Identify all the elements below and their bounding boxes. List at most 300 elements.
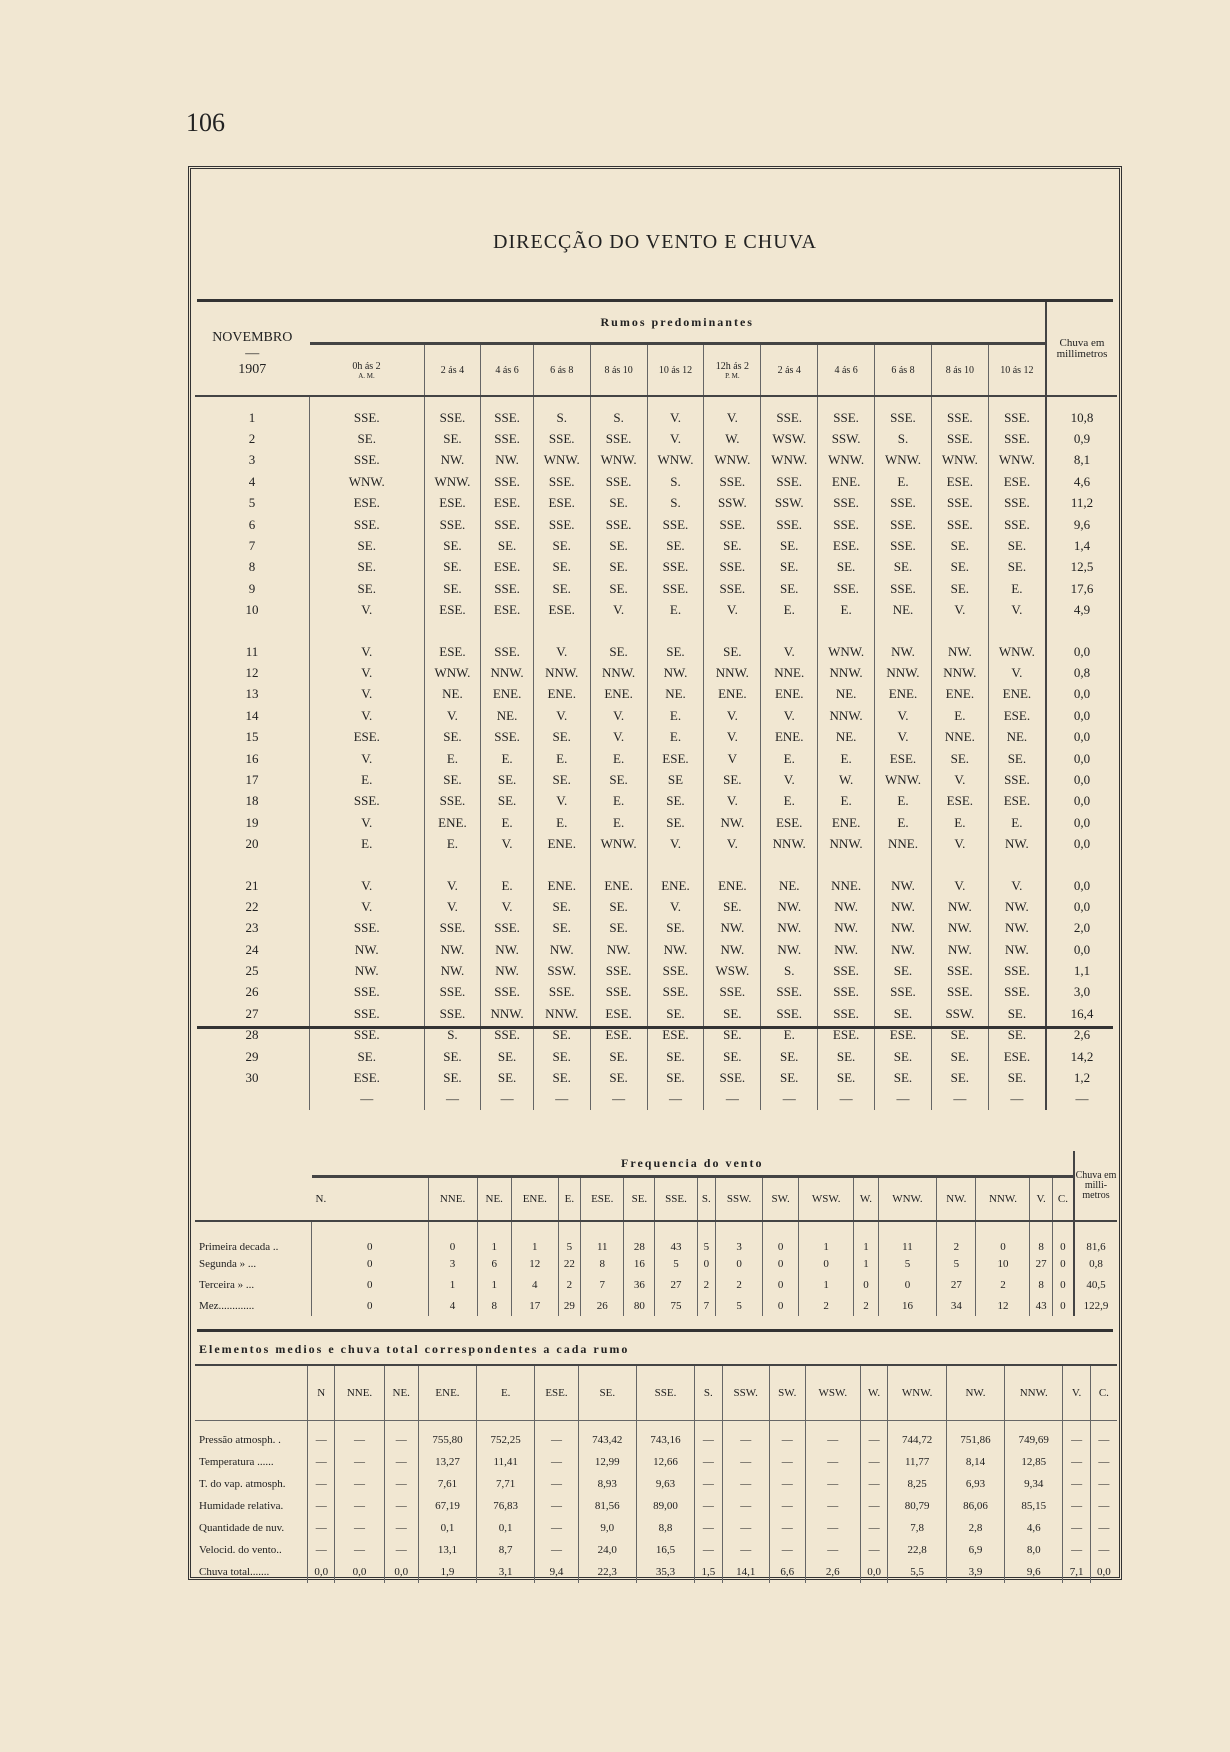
direction-cell: SSW. — [704, 493, 761, 514]
day-cell: 5 — [248, 495, 256, 511]
hour-column-sub: A. M. — [358, 371, 375, 380]
direction-cell: ESE. — [590, 1025, 647, 1046]
direction-cell: SSE. — [875, 578, 932, 599]
direction-cell: SE. — [704, 896, 761, 917]
direction-cell: V. — [533, 705, 590, 726]
hour-column-label: 6 ás 8 — [550, 364, 574, 376]
freq-value-cell: 2 — [716, 1274, 763, 1295]
elem-value-cell: — — [335, 1421, 384, 1452]
direction-cell: NW. — [931, 939, 988, 960]
direction-cell: E. — [818, 791, 875, 812]
freq-value-cell: 1 — [428, 1274, 477, 1295]
hour-column-header — [481, 344, 533, 397]
direction-cell: V. — [704, 600, 761, 621]
direction-cell: WNW. — [533, 450, 590, 471]
freq-value-cell: 10 — [976, 1253, 1030, 1274]
direction-cell: NW. — [481, 450, 533, 471]
dash-cell: — — [875, 1089, 932, 1110]
direction-cell: SE. — [988, 557, 1046, 578]
hour-column-header — [761, 344, 818, 397]
day-cell: 8 — [248, 559, 256, 575]
direction-cell: E. — [761, 1025, 818, 1046]
rain-cell: 8,1 — [1046, 450, 1117, 471]
direction-cell: SSE. — [310, 450, 425, 471]
elem-value-cell: — — [769, 1473, 805, 1495]
direction-cell: SE. — [310, 557, 425, 578]
direction-cell: SE. — [424, 1067, 481, 1088]
rain-cell: 0,0 — [1046, 684, 1117, 705]
direction-cell: ENE. — [590, 684, 647, 705]
dash-cell: — — [647, 1089, 704, 1110]
direction-cell: SE. — [533, 1067, 590, 1088]
elem-value-cell: 7,71 — [477, 1473, 535, 1495]
direction-cell: SE. — [424, 726, 481, 747]
elem-value-cell: 751,86 — [946, 1421, 1004, 1452]
freq-value-cell: 5 — [655, 1253, 697, 1274]
freq-value-cell: 6 — [477, 1253, 511, 1274]
elem-value-cell: 0,1 — [418, 1517, 476, 1539]
elem-row-label: Quantidade de nuv. — [199, 1522, 285, 1534]
direction-cell: SE. — [590, 1067, 647, 1088]
direction-cell: ENE. — [704, 875, 761, 896]
elem-value-cell: 8,93 — [578, 1473, 636, 1495]
direction-cell: WNW. — [931, 450, 988, 471]
direction-cell: SSE. — [424, 396, 481, 428]
elem-value-cell: 1,9 — [418, 1561, 476, 1583]
freq-value-cell: 0 — [854, 1274, 878, 1295]
direction-cell: ESE. — [481, 600, 533, 621]
freq-value-cell: 2 — [799, 1295, 854, 1316]
elem-value-cell: — — [805, 1473, 860, 1495]
direction-cell: E. — [818, 748, 875, 769]
rain-cell: 2,0 — [1046, 918, 1117, 939]
direction-cell: SE. — [704, 1025, 761, 1046]
direction-cell: SSE. — [761, 396, 818, 428]
hour-column-header — [533, 344, 590, 397]
direction-cell: SSE. — [818, 960, 875, 981]
elem-value-cell: 8,25 — [888, 1473, 947, 1495]
elem-value-cell: — — [769, 1451, 805, 1473]
elem-value-cell: — — [805, 1421, 860, 1452]
table-row — [195, 428, 1117, 449]
direction-cell: NW. — [875, 875, 932, 896]
freq-value-cell: 4 — [428, 1295, 477, 1316]
freq-value-cell: 0 — [312, 1221, 429, 1253]
elem-value-cell: — — [335, 1517, 384, 1539]
direction-cell: E. — [931, 812, 988, 833]
elem-value-cell: 35,3 — [636, 1561, 694, 1583]
direction-cell: ESE. — [931, 791, 988, 812]
direction-cell: E. — [310, 769, 425, 790]
day-cell: 20 — [245, 836, 259, 852]
elem-value-cell: — — [384, 1495, 418, 1517]
direction-cell: SSE. — [875, 493, 932, 514]
direction-cell: SE. — [590, 1046, 647, 1067]
direction-cell: ESE. — [818, 1025, 875, 1046]
table-row — [195, 396, 1117, 428]
elem-column-header: C. — [1090, 1365, 1117, 1421]
elem-value-cell: — — [695, 1539, 722, 1561]
freq-value-cell: 0 — [878, 1274, 937, 1295]
freq-column-header: WNW. — [878, 1177, 937, 1222]
elem-value-cell: 8,14 — [946, 1451, 1004, 1473]
direction-cell: V. — [704, 833, 761, 854]
direction-cell: E. — [590, 748, 647, 769]
direction-cell: SE. — [310, 535, 425, 556]
elem-value-cell: — — [1090, 1495, 1117, 1517]
direction-cell: NW. — [931, 641, 988, 662]
direction-cell: E. — [533, 748, 590, 769]
elem-column-header: V. — [1063, 1365, 1090, 1421]
day-cell: 16 — [245, 750, 259, 766]
direction-cell: SSE. — [875, 982, 932, 1003]
direction-cell: SSE. — [481, 918, 533, 939]
direction-cell: E. — [875, 471, 932, 492]
direction-cell: NW. — [875, 641, 932, 662]
freq-value-cell: 0 — [763, 1253, 799, 1274]
freq-rain-cell: 122,9 — [1074, 1295, 1117, 1316]
direction-cell: WNW. — [761, 450, 818, 471]
direction-cell: E. — [931, 705, 988, 726]
direction-cell: V. — [875, 726, 932, 747]
direction-cell: NNE. — [931, 726, 988, 747]
direction-cell: V. — [704, 791, 761, 812]
elem-value-cell: — — [308, 1539, 335, 1561]
freq-value-cell: 8 — [477, 1295, 511, 1316]
freq-value-cell: 0 — [312, 1295, 429, 1316]
hour-column-label: 12h ás 2 — [715, 360, 750, 372]
direction-cell: SE. — [310, 578, 425, 599]
direction-cell: NNW. — [818, 705, 875, 726]
freq-value-cell: 1 — [799, 1221, 854, 1253]
direction-cell: NNW. — [761, 833, 818, 854]
direction-cell: NW. — [988, 918, 1046, 939]
direction-cell: NW. — [875, 918, 932, 939]
direction-cell: SSE. — [988, 428, 1046, 449]
direction-cell: SSE. — [875, 514, 932, 535]
direction-cell: S. — [761, 960, 818, 981]
elem-value-cell: — — [805, 1451, 860, 1473]
elem-value-cell: 1,5 — [695, 1561, 722, 1583]
rain-cell: 0,8 — [1046, 662, 1117, 683]
direction-cell: SE. — [590, 493, 647, 514]
direction-cell: V. — [931, 875, 988, 896]
direction-cell: SE. — [481, 1067, 533, 1088]
freq-value-cell: 5 — [697, 1221, 715, 1253]
freq-rain-cell: 81,6 — [1074, 1221, 1117, 1253]
direction-cell: SSE. — [310, 791, 425, 812]
elem-value-cell: 7,8 — [888, 1517, 947, 1539]
direction-cell: NW. — [590, 939, 647, 960]
group-title: Rumos predominantes — [310, 302, 1047, 344]
direction-cell: NE. — [647, 684, 704, 705]
hour-column-header — [310, 344, 425, 397]
freq-value-cell: 0 — [976, 1221, 1030, 1253]
direction-cell: ESE. — [310, 1067, 425, 1088]
direction-cell: V. — [988, 662, 1046, 683]
elem-value-cell: 9,34 — [1005, 1473, 1063, 1495]
direction-cell: ESE. — [931, 471, 988, 492]
elem-value-cell: 749,69 — [1005, 1421, 1063, 1452]
freq-column-header: SSE. — [655, 1177, 697, 1222]
direction-cell: E. — [818, 600, 875, 621]
direction-cell: ESE. — [761, 812, 818, 833]
elem-title: Elementos medios e chuva total correspondentes a cada rumo — [195, 1334, 1117, 1365]
direction-cell: SE. — [590, 918, 647, 939]
direction-cell: NNW. — [481, 662, 533, 683]
direction-cell: NE. — [988, 726, 1046, 747]
direction-cell: ENE. — [761, 684, 818, 705]
direction-cell: SE. — [704, 1046, 761, 1067]
direction-cell: NW. — [704, 939, 761, 960]
direction-cell: SE — [647, 769, 704, 790]
direction-cell: SSE. — [481, 726, 533, 747]
elem-value-cell: — — [860, 1539, 887, 1561]
direction-cell: SSE. — [310, 514, 425, 535]
hour-column-label: 6 ás 8 — [891, 364, 915, 376]
direction-cell: NNW. — [481, 1003, 533, 1024]
elem-value-cell: 0,0 — [1090, 1561, 1117, 1583]
direction-cell: V. — [481, 833, 533, 854]
direction-cell: V. — [424, 705, 481, 726]
direction-cell: SE. — [761, 578, 818, 599]
direction-cell: SSE. — [704, 471, 761, 492]
freq-rain-cell: 0,8 — [1074, 1253, 1117, 1274]
elem-value-cell: — — [695, 1473, 722, 1495]
direction-cell: SE. — [988, 748, 1046, 769]
elem-value-cell: 3,1 — [477, 1561, 535, 1583]
freq-value-cell: 16 — [624, 1253, 655, 1274]
day-cell: 14 — [245, 707, 259, 723]
direction-cell: NNW. — [590, 662, 647, 683]
direction-cell: ESE. — [424, 493, 481, 514]
freq-value-cell: 0 — [697, 1253, 715, 1274]
direction-cell: ENE. — [931, 684, 988, 705]
freq-value-cell: 1 — [477, 1221, 511, 1253]
freq-column-header: SE. — [624, 1177, 655, 1222]
freq-value-cell: 0 — [763, 1295, 799, 1316]
direction-cell: W. — [704, 428, 761, 449]
freq-value-cell: 1 — [799, 1274, 854, 1295]
direction-cell: E. — [424, 748, 481, 769]
direction-cell: V — [704, 748, 761, 769]
direction-cell: E. — [481, 748, 533, 769]
freq-column-header: SSW. — [716, 1177, 763, 1222]
direction-cell: ESE. — [818, 535, 875, 556]
direction-cell: WNW. — [590, 833, 647, 854]
rain-cell: 0,0 — [1046, 896, 1117, 917]
day-cell: 29 — [245, 1048, 259, 1064]
direction-cell: SE. — [533, 578, 590, 599]
day-cell: 15 — [245, 729, 259, 745]
direction-cell: SSE. — [761, 982, 818, 1003]
rain-cell: 0,0 — [1046, 791, 1117, 812]
direction-cell: SE. — [424, 535, 481, 556]
freq-column-header: W. — [854, 1177, 878, 1222]
direction-cell: SE. — [533, 1025, 590, 1046]
direction-cell: WNW. — [988, 450, 1046, 471]
elem-value-cell: 744,72 — [888, 1421, 947, 1452]
elem-value-cell: 5,5 — [888, 1561, 947, 1583]
freq-value-cell: 8 — [581, 1253, 624, 1274]
month-label: NOVEMBRO — [212, 330, 293, 345]
day-cell: 7 — [248, 538, 256, 554]
elem-value-cell: — — [1063, 1421, 1090, 1452]
rain-cell: 2,6 — [1046, 1025, 1117, 1046]
decade-gap — [195, 621, 1117, 641]
elem-value-cell: — — [535, 1517, 578, 1539]
elem-value-cell: — — [722, 1517, 769, 1539]
direction-cell: SSE. — [988, 514, 1046, 535]
freq-value-cell: 5 — [558, 1221, 580, 1253]
rain-cell: 0,0 — [1046, 769, 1117, 790]
table-row — [195, 535, 1117, 556]
freq-value-cell: 5 — [937, 1253, 976, 1274]
day-cell: 18 — [245, 793, 259, 809]
direction-cell: ENE. — [704, 684, 761, 705]
direction-cell: SE. — [481, 1046, 533, 1067]
direction-cell: SE. — [931, 557, 988, 578]
direction-cell: V. — [310, 641, 425, 662]
direction-cell: SE. — [988, 1025, 1046, 1046]
direction-cell: SE. — [931, 535, 988, 556]
direction-cell: S. — [647, 471, 704, 492]
direction-cell: WNW. — [875, 769, 932, 790]
elem-row-label: Pressão atmosph. . — [199, 1434, 281, 1446]
direction-cell: E. — [875, 791, 932, 812]
freq-value-cell: 36 — [624, 1274, 655, 1295]
elem-column-header: ENE. — [418, 1365, 476, 1421]
elem-column-header: SE. — [578, 1365, 636, 1421]
table-row — [195, 450, 1117, 471]
direction-cell: E. — [988, 578, 1046, 599]
direction-cell: SE. — [647, 535, 704, 556]
day-cell: 17 — [245, 771, 259, 787]
elem-value-cell: 0,0 — [860, 1561, 887, 1583]
direction-cell: SE. — [704, 535, 761, 556]
direction-cell: SE. — [761, 535, 818, 556]
table-row — [195, 705, 1117, 726]
freq-value-cell: 0 — [312, 1253, 429, 1274]
day-cell: 22 — [245, 898, 259, 914]
day-cell: 2 — [248, 431, 256, 447]
freq-value-cell: 27 — [655, 1274, 697, 1295]
direction-cell: SSE. — [590, 960, 647, 981]
direction-cell: SE. — [988, 1067, 1046, 1088]
direction-cell: ESE. — [424, 600, 481, 621]
elem-value-cell: — — [535, 1421, 578, 1452]
month-dash: — — [245, 346, 260, 361]
direction-cell: SSE. — [424, 791, 481, 812]
direction-cell: SE. — [424, 578, 481, 599]
freq-column-header: V. — [1030, 1177, 1052, 1222]
direction-cell: V. — [931, 769, 988, 790]
direction-cell: WNW. — [704, 450, 761, 471]
elem-value-cell: 0,0 — [335, 1561, 384, 1583]
elem-value-cell: 2,8 — [946, 1517, 1004, 1539]
day-cell: 21 — [245, 877, 259, 893]
rain-cell: 0,0 — [1046, 812, 1117, 833]
direction-cell: SSE. — [818, 493, 875, 514]
table-row — [195, 514, 1117, 535]
hour-column-header — [647, 344, 704, 397]
direction-cell: WNW. — [818, 641, 875, 662]
direction-cell: SSE. — [647, 960, 704, 981]
elem-value-cell: 13,27 — [418, 1451, 476, 1473]
dash-cell: — — [704, 1089, 761, 1110]
direction-cell: SSE. — [310, 1003, 425, 1024]
direction-cell: SSE. — [818, 1003, 875, 1024]
dash-cell: — — [310, 1089, 425, 1110]
elem-value-cell: 743,16 — [636, 1421, 694, 1452]
direction-cell: WNW. — [647, 450, 704, 471]
direction-cell: SSE. — [533, 514, 590, 535]
direction-cell: SSE. — [704, 1067, 761, 1088]
direction-cell: SSE. — [424, 918, 481, 939]
direction-cell: SSE. — [704, 557, 761, 578]
rain-cell: 0,0 — [1046, 875, 1117, 896]
freq-column-header: ENE. — [511, 1177, 558, 1222]
elem-column-header: NNE. — [335, 1365, 384, 1421]
direction-cell: NW. — [310, 939, 425, 960]
direction-cell: SSE. — [310, 1025, 425, 1046]
rain-cell: 1,2 — [1046, 1067, 1117, 1088]
direction-cell: SSE. — [931, 428, 988, 449]
elem-value-cell: — — [1063, 1539, 1090, 1561]
freq-column-header: S. — [697, 1177, 715, 1222]
table-row — [195, 960, 1117, 981]
elem-value-cell: — — [335, 1539, 384, 1561]
elem-column-header: ESE. — [535, 1365, 578, 1421]
elem-value-cell: 89,00 — [636, 1495, 694, 1517]
day-cell: 19 — [245, 814, 259, 830]
direction-cell: NNW. — [818, 662, 875, 683]
hour-column-label: 4 ás 6 — [495, 364, 519, 376]
freq-value-cell: 2 — [697, 1274, 715, 1295]
table-row — [195, 1517, 1117, 1539]
direction-cell: SSE. — [533, 471, 590, 492]
direction-cell: E. — [590, 812, 647, 833]
freq-value-cell: 0 — [312, 1274, 429, 1295]
day-cell: 1 — [248, 409, 256, 425]
rain-cell: 1,1 — [1046, 960, 1117, 981]
direction-cell: SSE. — [988, 493, 1046, 514]
direction-cell: NW. — [481, 960, 533, 981]
elem-value-cell: — — [1063, 1495, 1090, 1517]
divider — [197, 1026, 1113, 1029]
direction-cell: ESE. — [310, 726, 425, 747]
direction-cell: SE. — [875, 960, 932, 981]
direction-cell: SE. — [704, 641, 761, 662]
direction-cell: SSE. — [481, 514, 533, 535]
direction-cell: ENE. — [481, 684, 533, 705]
direction-cell: ESE. — [533, 600, 590, 621]
freq-value-cell: 0 — [799, 1253, 854, 1274]
direction-cell: SE. — [761, 1046, 818, 1067]
direction-cell: SSE. — [988, 982, 1046, 1003]
direction-cell: NW. — [310, 960, 425, 981]
direction-cell: SE. — [647, 641, 704, 662]
freq-value-cell: 11 — [878, 1221, 937, 1253]
direction-cell: SE. — [533, 535, 590, 556]
direction-cell: SSE. — [310, 918, 425, 939]
hour-column-label: 0h ás 2 — [352, 360, 381, 372]
direction-cell: SE. — [424, 1046, 481, 1067]
direction-cell: V. — [875, 705, 932, 726]
direction-cell: SSE. — [875, 396, 932, 428]
direction-cell: ENE. — [590, 875, 647, 896]
freq-column-header: NNE. — [428, 1177, 477, 1222]
